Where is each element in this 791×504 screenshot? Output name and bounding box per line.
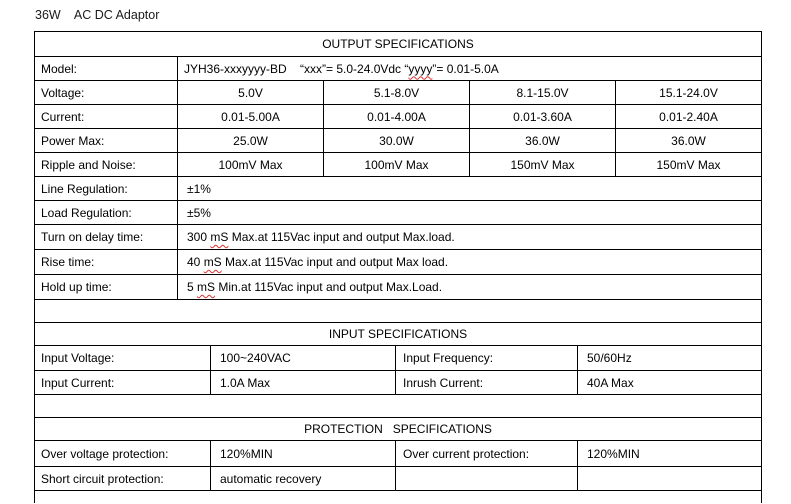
hold-up-time-value [178,275,761,299]
output-section-title: OUTPUT SPECIFICATIONS [322,37,474,51]
model-value-text: JYH36-xxxyyyy-BD “xxx”= 5.0-24.0Vdc “ [184,61,409,76]
model-value-misspelled: yyyy [408,61,433,76]
input-voltage-label: Input Voltage: [35,346,211,370]
turn-on-delay-value [178,225,761,249]
over-voltage-current-row [35,441,761,467]
turn-on-delay-value-post: Max.at 115Vac input and output Max.load. [228,230,455,244]
partial-bottom-row [35,491,761,504]
ripple-noise-label: Ripple and Noise: [35,153,178,176]
voltage-value-4: 15.1-24.0V [659,85,718,100]
model-row [35,57,761,81]
input-voltage-frequency-row [35,346,761,371]
turn-on-delay-label: Turn on delay time: [35,225,178,249]
protection-empty-value-cell [578,467,761,490]
power-max-value-4: 36.0W [671,133,706,148]
load-regulation-value: ±5% [187,205,211,220]
rise-time-value-pre: 40 [187,255,204,269]
current-value-3: 0.01-3.60A [470,105,616,128]
voltage-label: Voltage: [35,81,178,104]
power-max-row [35,129,761,153]
line-regulation-row [35,177,761,201]
over-voltage-protection-label: Over voltage protection: [35,441,211,466]
current-value-4: 0.01-2.40A [659,109,718,124]
protection-empty-label-cell [396,467,578,490]
model-value-suffix: ”= 0.01-5.0A [432,61,499,76]
specifications-table [34,31,762,503]
power-max-label: Power Max: [35,129,178,152]
input-frequency-label: Input Frequency: [396,346,578,370]
power-max-value-1: 25.0W [178,129,324,152]
voltage-row [35,81,761,105]
current-label: Current: [35,105,178,128]
hold-up-time-value-post: Min.at 115Vac input and output Max.Load. [215,280,443,294]
input-voltage-value: 100~240VAC [211,346,396,370]
line-regulation-label: Line Regulation: [35,177,178,200]
input-current-label: Input Current: [35,371,211,394]
current-value-2: 0.01-4.00A [324,105,470,128]
turn-on-delay-row [35,225,761,250]
input-current-inrush-row [35,371,761,395]
input-current-value: 1.0A Max [211,371,396,394]
rise-time-row [35,250,761,275]
voltage-value-1: 5.0V [178,81,324,104]
hold-up-time-value-misspelled: mS [197,280,216,294]
spacer-row [35,300,761,323]
power-max-value-2: 30.0W [324,129,470,152]
model-label: Model: [35,57,178,80]
load-regulation-row [35,201,761,225]
short-circuit-protection-value: automatic recovery [211,467,396,490]
rise-time-value-misspelled: mS [203,255,222,269]
current-value-1: 0.01-5.00A [178,105,324,128]
turn-on-delay-value-pre: 300 [187,230,211,244]
short-circuit-row [35,467,761,491]
short-circuit-protection-label: Short circuit protection: [35,467,211,490]
turn-on-delay-value-misspelled: mS [210,230,229,244]
rise-time-label: Rise time: [35,250,178,274]
inrush-current-value: 40A Max [587,375,634,390]
line-regulation-value: ±1% [187,181,211,196]
hold-up-time-value-pre: 5 [187,280,198,294]
ripple-noise-row [35,153,761,177]
current-row [35,105,761,129]
power-max-value-3: 36.0W [470,129,616,152]
hold-up-time-row [35,275,761,300]
input-frequency-value: 50/60Hz [587,351,632,365]
rise-time-value-post: Max.at 115Vac input and output Max load. [221,255,449,269]
output-section-header-row [35,32,761,57]
ripple-noise-value-1: 100mV Max [178,153,324,176]
load-regulation-label: Load Regulation: [35,201,178,224]
input-section-header-row [35,323,761,346]
rise-time-value [178,250,761,274]
voltage-value-2: 5.1-8.0V [324,81,470,104]
over-current-protection-label: Over current protection: [396,441,578,466]
over-current-protection-value: 120%MIN [587,446,640,461]
ripple-noise-value-2: 100mV Max [324,153,470,176]
protection-section-header-row [35,418,761,441]
input-section-title: INPUT SPECIFICATIONS [328,327,468,341]
model-value [178,57,761,80]
ripple-noise-value-3: 150mV Max [470,153,616,176]
page-title: 36W AC DC Adaptor [35,8,160,22]
inrush-current-label: Inrush Current: [396,371,578,394]
protection-section-title: PROTECTION SPECIFICATIONS [304,422,492,436]
over-voltage-protection-value: 120%MIN [211,441,396,466]
voltage-value-3: 8.1-15.0V [470,81,616,104]
hold-up-time-label: Hold up time: [35,275,178,299]
ripple-noise-value-4: 150mV Max [656,157,721,172]
spacer-row [35,395,761,418]
